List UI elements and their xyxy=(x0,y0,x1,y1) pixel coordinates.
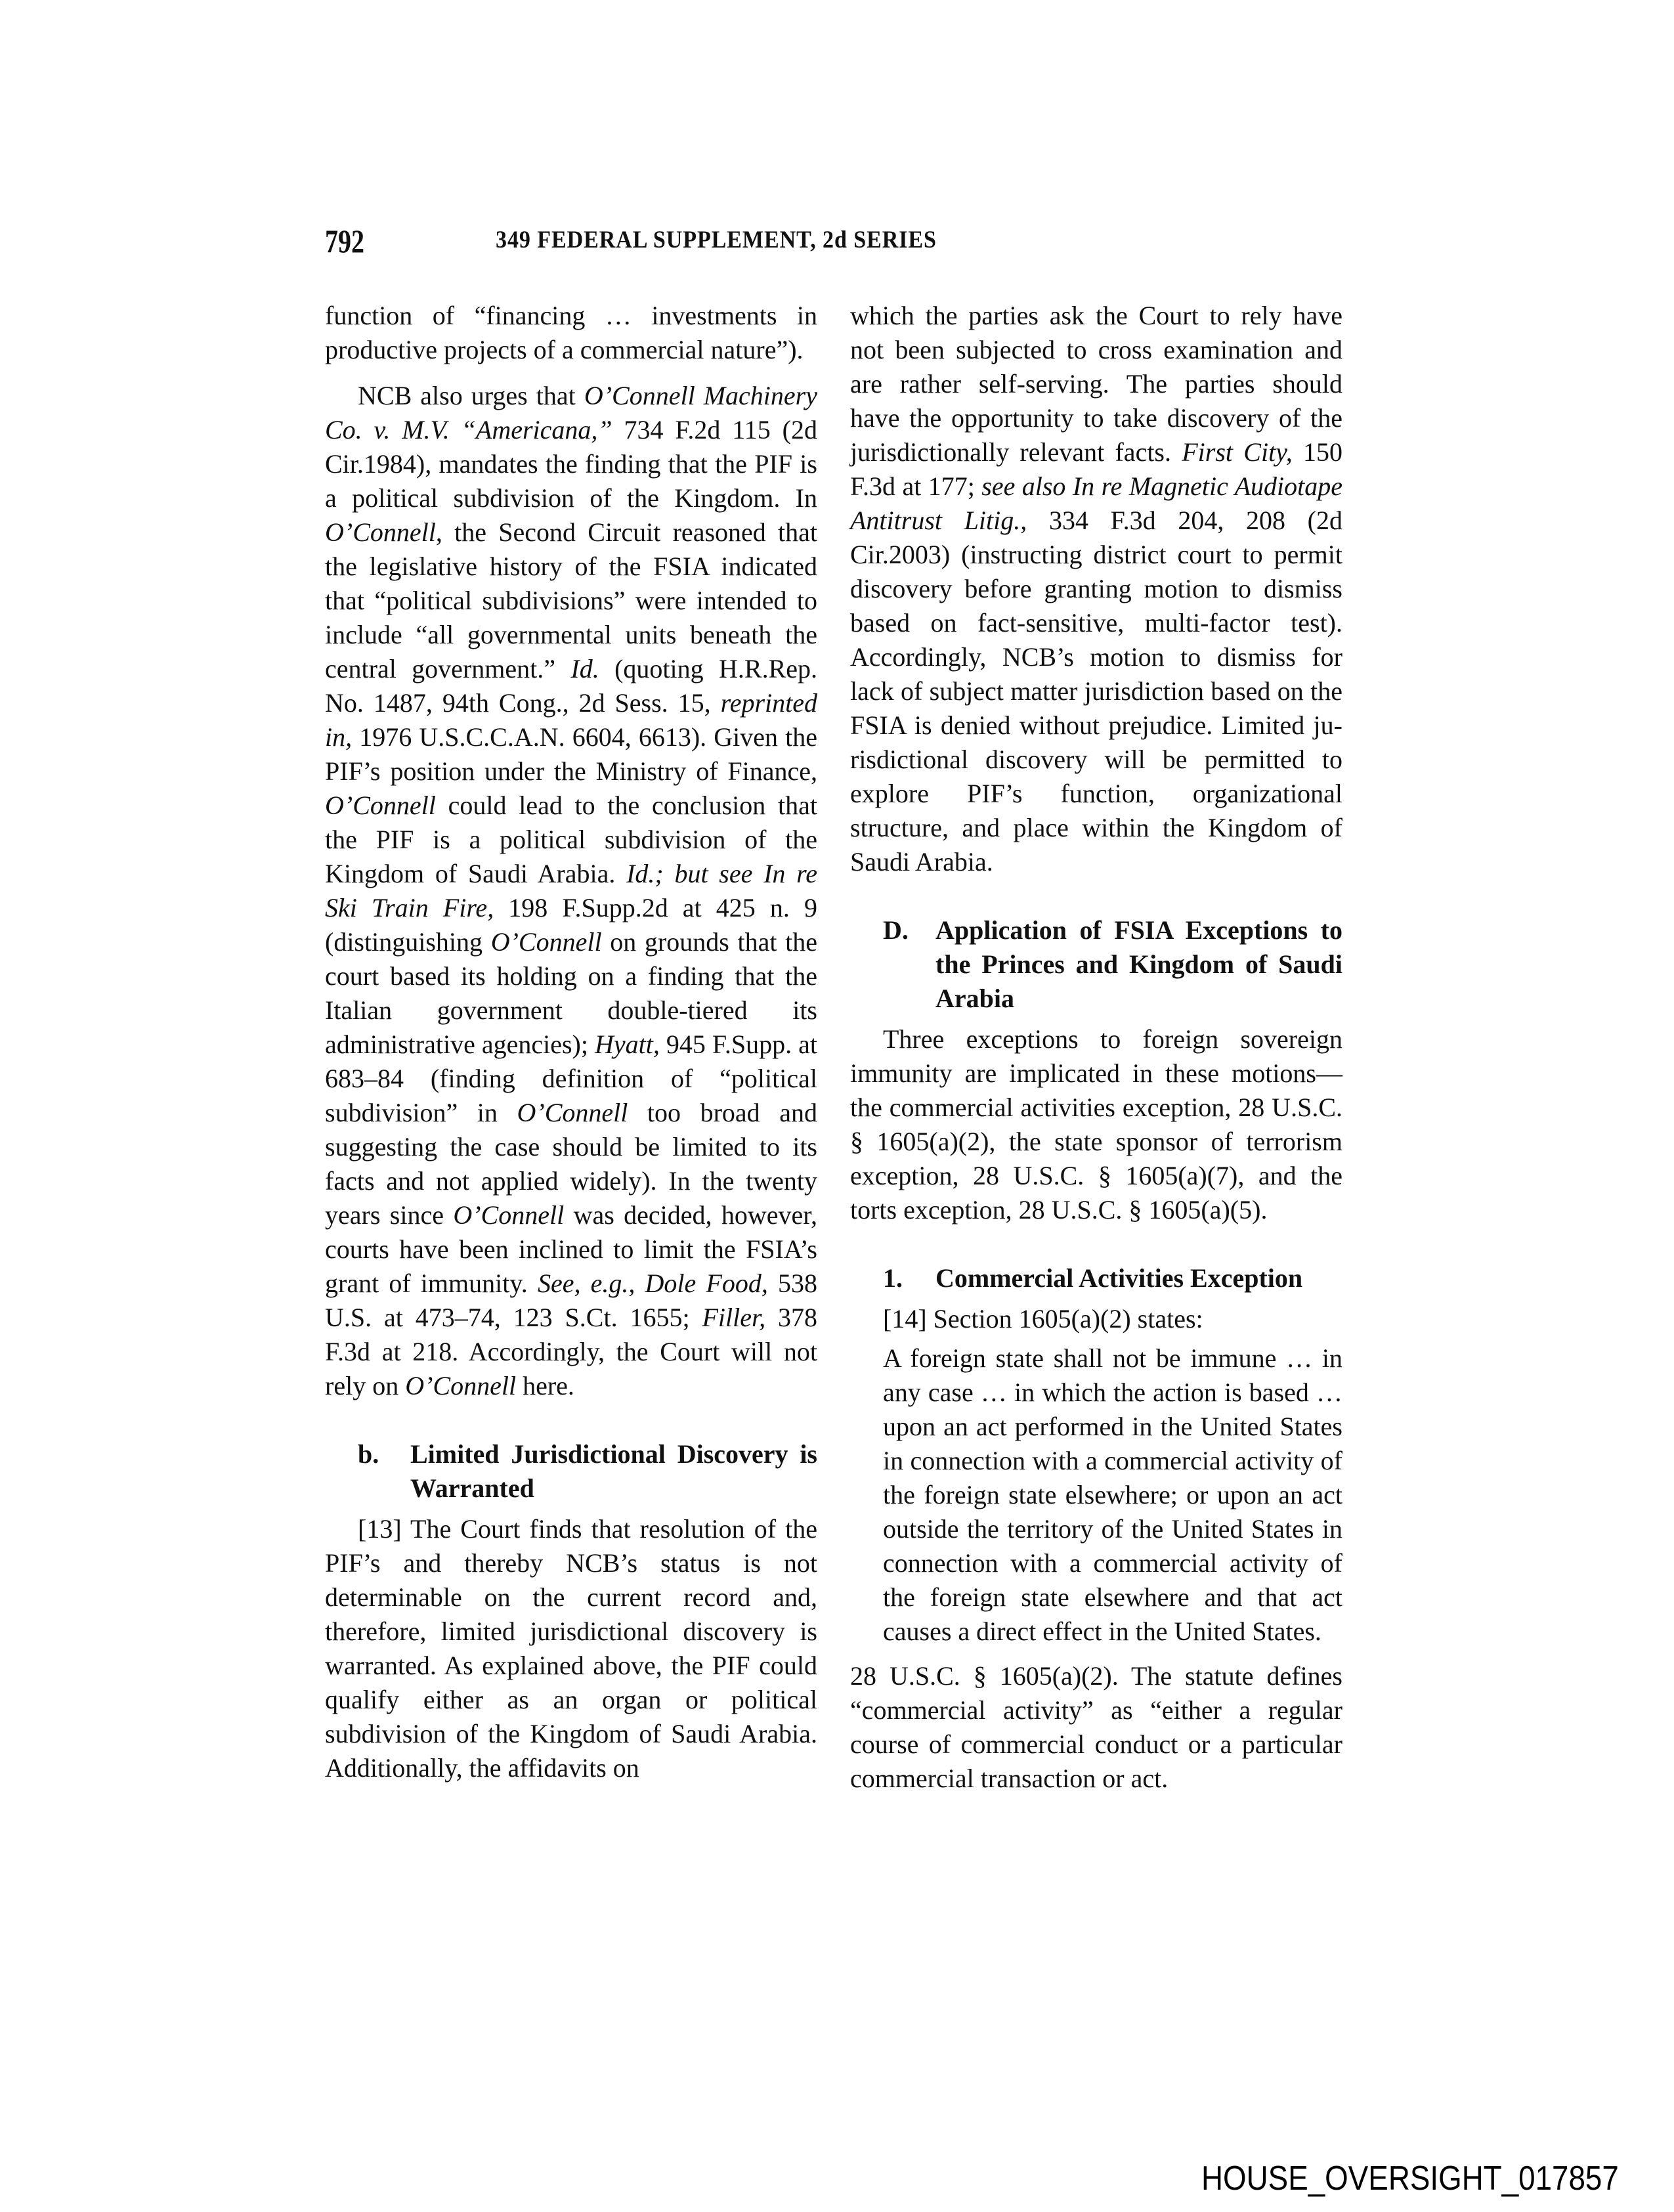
section-title: Commercial Activities Exception xyxy=(935,1263,1303,1293)
case-citation: see also In re Magnetic Audiotape Antitrust Litig., xyxy=(850,471,1342,535)
paragraph: which the parties ask the Court to rely have not been subjected to cross examination and are rather self-serving. The parties should have the opportunity to take discovery of the jurisdictionally relevant facts. First City, 150 F.3d at 177; see also In re Magnetic Audiotape Antitrust Litig., 334 F.3d 204, 208 (2d Cir.2003) (instructing district court to permit discovery before granting motion to dismiss based on fact-sensitive, multi-factor test). Accordingly, NCB’s motion to dismiss for lack of subject matter jurisdiction based on the FSIA is denied without prejudice. Limited jurisdictional discovery will be permitted to explore PIF’s function, organizational structure, and place within the Kingdom of Saudi Arabia. xyxy=(850,301,1342,877)
headnote-marker: [13] xyxy=(358,1514,402,1544)
paragraph-exceptions: Three exceptions to foreign sovereign immunity are implicated in these motions—the commercial activities exception, 28 U.S.C. § 1605(a)(2), the state sponsor of terrorism exception, 28 U.S.C. § 1605(a)(7), and the torts exception, 28 U.S.C. § 1605(a)(5). xyxy=(850,1024,1342,1225)
case-citation: Filler, xyxy=(702,1303,766,1332)
section-title: Limited Jurisdictional Discovery is Warranted xyxy=(410,1439,817,1503)
case-citation: First City, xyxy=(1182,437,1293,467)
bates-number: HOUSE_OVERSIGHT_017857 xyxy=(1201,2159,1619,2198)
paragraph: function of “financing … investments in productive projects of a commercial nature”). xyxy=(325,301,817,364)
left-column xyxy=(325,299,817,1785)
case-citation: O’Connell xyxy=(405,1371,517,1400)
paragraph-oconnell: NCB also urges that O’Connell Machinery Co. v. M.V. “Americana,” 734 F.2d 115 (2d Cir.1984), mandates the finding that the PIF is a political subdivision of the Kingdom. In O’Connell, the Second Circuit reasoned that the legislative history of the FSIA indicated that “political subdivisions” were intended to include “all governmental units beneath the central government.” Id. (quoting H.R.Rep. No. 1487, 94th Cong., 2d Sess. 15, reprinted in, 1976 U.S.C.C.A.N. 6604, 6613). Given the PIF’s position under the Ministry of Finance, O’Connell could lead to the conclusion that the PIF is a political subdivision of the Kingdom of Saudi Arabia. Id.; but see In re Ski Train Fire, 198 F.Supp.2d at 425 n. 9 (distinguishing O’Connell on grounds that the court based its holding on a finding that the Italian government double-tiered its administrative agencies); Hyatt, 945 F.Supp. at 683–84 (finding definition of “political subdivision” in O’Connell too broad and suggesting the case should be limited to its facts and not applied widely). In the twenty years since O’Connell was decided, however, courts have been inclined to limit the FSIA’s grant of immunity. See, e.g., Dole Food, 538 U.S. at 473–74, 123 S.Ct. 1655; Filler, 378 F.3d at 218. Accordingly, the Court will not rely on O’Connell here. xyxy=(325,381,818,1400)
case-citation: Hyatt, xyxy=(594,1030,660,1059)
case-citation: See, e.g., Dole Food, xyxy=(537,1269,768,1298)
section-number: D. xyxy=(883,915,909,945)
running-head: 349 FEDERAL SUPPLEMENT, 2d SERIES xyxy=(496,227,937,253)
case-citation: O’Connell xyxy=(490,927,602,957)
case-citation: O’Connell Machinery Co. v. M.V. “Americana,” xyxy=(325,381,817,445)
page-number: 792 xyxy=(325,223,364,259)
headnote-marker: [14] xyxy=(883,1304,927,1334)
case-citation: Id.; but see In re Ski Train Fire, xyxy=(325,859,817,922)
case-citation: O’Connell xyxy=(325,791,436,820)
case-citation: O’Connell xyxy=(517,1098,628,1127)
page-header xyxy=(325,222,1342,268)
right-column xyxy=(850,299,1342,1796)
case-citation: O’Connell xyxy=(325,517,436,547)
statute-blockquote: A foreign state shall not be immune … in any case … in which the action is based … upon an act performed in the United States in connection with a commercial activity of the foreign state elsewhere; or upon an act outside the territory of the United States in connection with a commercial activity of the foreign state elsewhere and that act causes a direct effect in the United States. xyxy=(883,1343,1342,1646)
section-heading-b xyxy=(325,1437,817,1506)
case-citation: O’Connell xyxy=(453,1200,565,1230)
section-number: 1. xyxy=(883,1263,903,1293)
paragraph-headnote-13: [13] The Court finds that resolution of the PIF’s and thereby NCB’s status is not determinable on the current record and, therefore, limited jurisdictional discovery is warranted. As explained above, the PIF could qualify either as an organ or political subdivision of the Kingdom of Saudi Arabia. Additionally, the affidavits on xyxy=(325,1514,817,1783)
section-title: Application of FSIA Exceptions to the Princes and Kingdom of Saudi Arabia xyxy=(935,915,1342,1013)
section-heading-1 xyxy=(850,1261,1342,1295)
paragraph-headnote-14: [14] Section 1605(a)(2) states: xyxy=(883,1304,1203,1334)
paragraph-statute-definition: 28 U.S.C. § 1605(a)(2). The statute defines “commercial activity” as “either a regular course of commercial conduct or a particular commercial transaction or act. xyxy=(850,1661,1342,1793)
section-number: b. xyxy=(358,1439,379,1469)
section-heading-d xyxy=(850,913,1342,1016)
